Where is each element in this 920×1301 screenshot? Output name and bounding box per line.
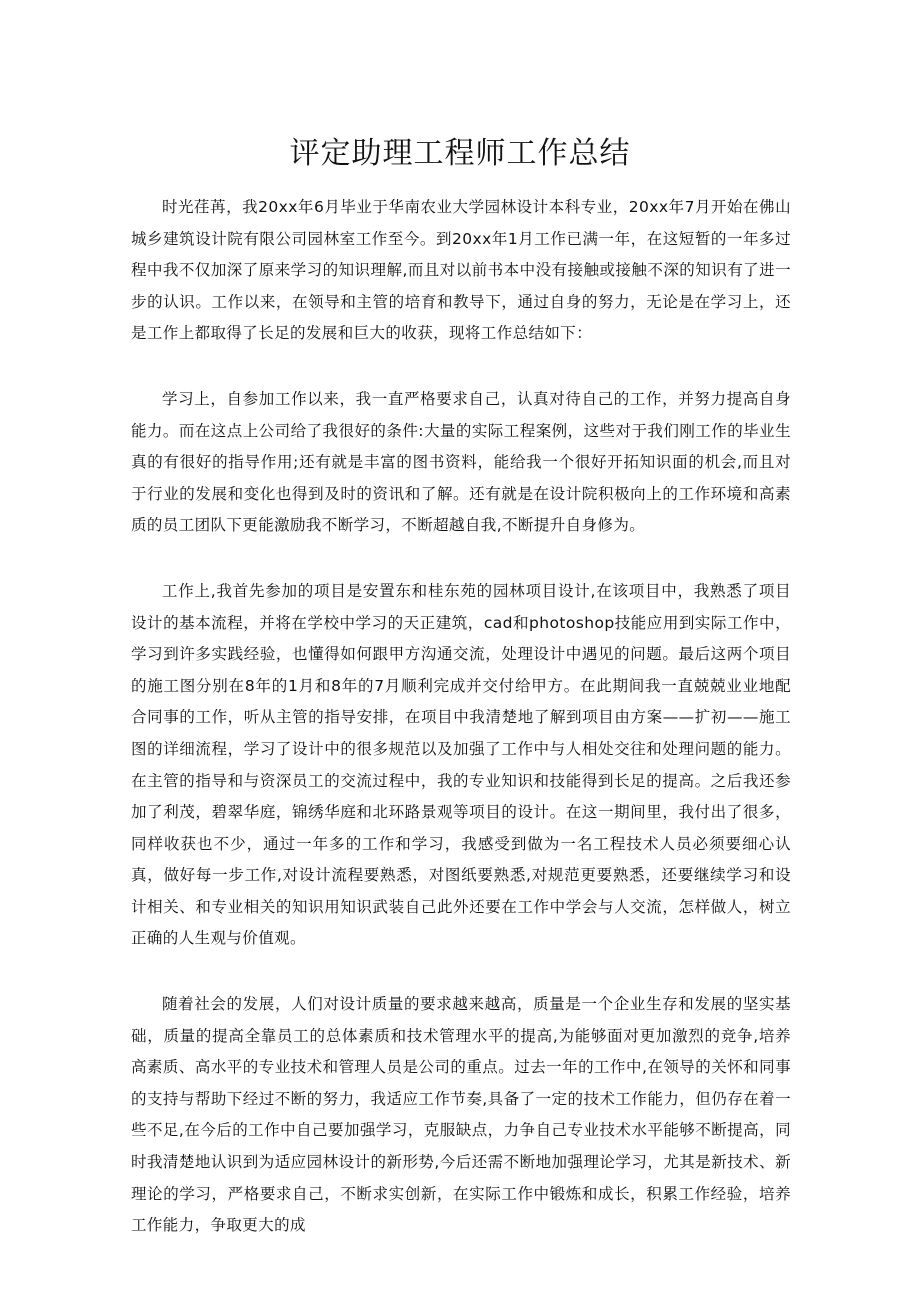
paragraph-work: 工作上,我首先参加的项目是安置东和桂东苑的园林项目设计,在该项目中，我熟悉了项目设计的基本流程，并将在学校中学习的天正建筑，cad和photoshop技能应用到实际工作中，学习到许多实践经验，也懂得如何跟甲方沟通交流，处理设计中遇见的问题。最后这两个项目的施工图分别在8年的1月和8年的7月顺利完成并交付给甲方。在此期间我一直兢兢业业地配合同事的工作，听从主管的指导安排，在项目中我清楚地了解到项目由方案——扩初——施工图的详细流程，学习了设计中的很多规范以及加强了工作中与人相处交往和处理问题的能力。在主管的指导和与资深员工的交流过程中，我的专业知识和技能得到长足的提高。之后我还参加了利茂，碧翠华庭，锦绣华庭和北环路景观等项目的设计。在这一期间里，我付出了很多，同样收获也不少，通过一年多的工作和学习，我感受到做为一名工程技术人员必须要细心认真，做好每一步工作,对设计流程要熟悉，对图纸要熟悉,对规范更要熟悉，还要继续学习和设计相关、和专业相关的知识用知识武装自己此外还要在工作中学会与人交流，怎样做人，树立正确的人生观与价值观。 bbox=[131, 581, 791, 948]
paragraph-learning: 学习上，自参加工作以来，我一直严格要求自己，认真对待自己的工作，并努力提高自身能力。而在这点上公司给了我很好的条件:大量的实际工程案例，这些对于我们刚工作的毕业生真的有很好的指导作用;还有就是丰富的图书资料，能给我一个很好开拓知识面的机会,而且对于行业的发展和变化也得到及时的资讯和了解。还有就是在设计院积极向上的工作环境和高素质的员工团队下更能激励我不断学习，不断超越自我,不断提升自身修为。 bbox=[131, 389, 791, 535]
document-title: 评定助理工程师工作总结 bbox=[289, 136, 631, 171]
paragraph-quality: 随着社会的发展，人们对设计质量的要求越来越高，质量是一个企业生存和发展的坚实基础，质量的提高全靠员工的总体素质和技术管理水平的提高,为能够面对更加激烈的竞争,培养高素质、高水平的专业技术和管理人员是公司的重点。过去一年的工作中,在领导的关怀和同事的支持与帮助下经过不断的努力，我适应工作节奏,具备了一定的技术工作能力，但仍存在着一些不足,在今后的工作中自己要加强学习，克服缺点，力争自己专业技术水平能够不断提高，同时我清楚地认识到为适应园林设计的新形势,今后还需不断地加强理论学习，尤其是新技术、新理论的学习，严格要求自己，不断求实创新，在实际工作中锻炼和成长，积累工作经验，培养工作能力，争取更大的成 bbox=[131, 995, 791, 1235]
document-body bbox=[131, 192, 791, 1276]
paragraph-study-intro: 时光荏苒，我20xx年6月毕业于华南农业大学园林设计本科专业，20xx年7月开始在佛山城乡建筑设计院有限公司园林室工作至今。到20xx年1月工作已满一年，在这短暂的一年多过程中我不仅加深了原来学习的知识理解,而且对以前书本中没有接触或接触不深的知识有了进一步的认识。工作以来，在领导和主管的培育和教导下，通过自身的努力，无论是在学习上，还是工作上都取得了长足的发展和巨大的收获，现将工作总结如下： bbox=[131, 198, 791, 343]
